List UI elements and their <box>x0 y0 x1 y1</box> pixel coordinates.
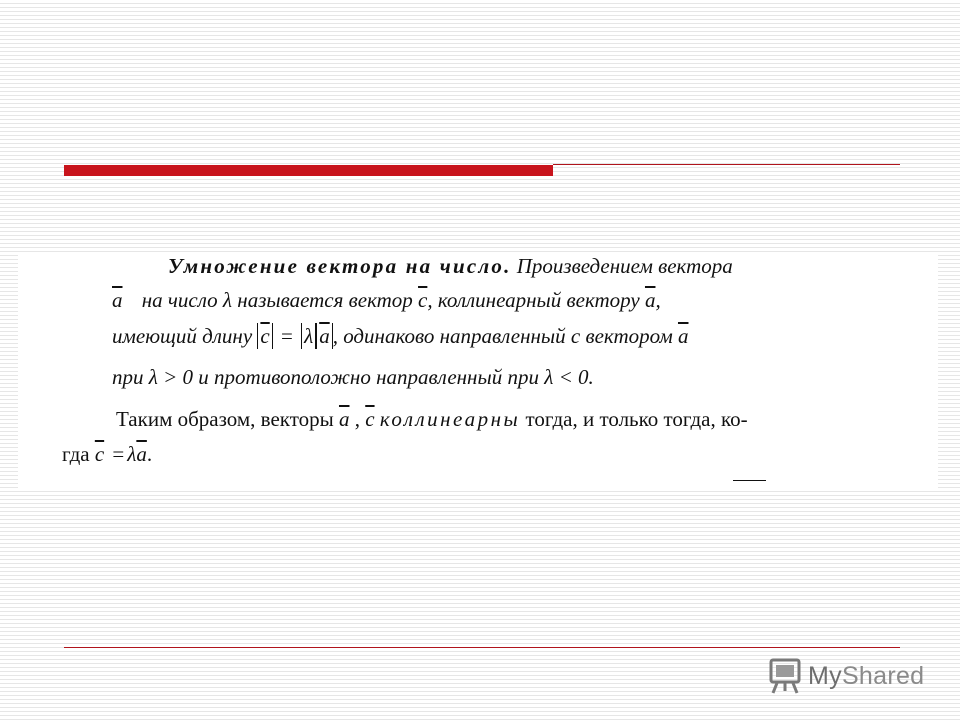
text-fragment: имеющий длину <box>112 324 253 348</box>
myshared-logo <box>768 656 924 696</box>
definition-line-4 <box>112 365 594 390</box>
definition-line-2 <box>112 288 661 313</box>
definition-text-panel <box>18 254 938 488</box>
title-rule-thick <box>64 165 553 176</box>
definition-line-1 <box>168 254 733 279</box>
vector-a: $\overline{a}$ <box>136 442 147 466</box>
lambda-symbol: λ <box>544 365 554 389</box>
definition-heading: Умножение вектора на число. <box>168 254 512 278</box>
text-fragment: , <box>655 288 661 312</box>
text-fragment: на число <box>141 288 218 312</box>
logo-wordmark <box>808 662 924 691</box>
vector-c: $\overline{c}$ <box>260 324 270 348</box>
vector-a: $\overline{a}$ <box>644 288 656 312</box>
abs-lambda <box>301 323 316 349</box>
lambda-symbol: λ <box>222 288 233 312</box>
logo-shared: Shared <box>841 661 925 690</box>
presentation-board-icon <box>768 657 802 695</box>
vector-c: $\overline{c}$ <box>365 407 375 431</box>
text-fragment: > 0 <box>163 365 194 389</box>
vector-a: $\overline{a}$ <box>338 407 350 431</box>
text-fragment: . <box>146 442 153 466</box>
vector-a: $\overline{a}$ <box>319 324 330 348</box>
text-fragment: при <box>112 365 144 389</box>
equals-sign: = <box>112 442 125 466</box>
definition-text: Произведением вектора <box>516 254 733 278</box>
abs-a <box>316 323 333 349</box>
lambda-symbol: λ <box>304 324 314 348</box>
abs-c <box>257 323 272 349</box>
vector-c: $\overline{c}$ <box>418 288 428 312</box>
text-fragment: , <box>354 407 360 431</box>
lambda-symbol: λ <box>148 365 158 389</box>
equals-sign: = <box>280 324 293 348</box>
text-fragment: < 0. <box>558 365 594 389</box>
title-rule-thin <box>553 164 900 165</box>
text-fragment: , коллинеарный вектору <box>427 288 640 312</box>
text-fragment: Таким образом, векторы <box>116 407 334 431</box>
vector-a: $\overline{a}$ <box>112 288 123 312</box>
lambda-symbol: λ <box>127 442 137 466</box>
conclusion-line-1 <box>116 407 748 432</box>
emphasized-word: коллинеарны <box>379 407 521 431</box>
text-fragment: называется вектор <box>237 288 413 312</box>
text-fragment: и противоположно направленный при <box>198 365 539 389</box>
logo-my: My <box>808 661 842 690</box>
conclusion-line-2 <box>62 442 152 467</box>
text-fragment: , одинаково направленный с вектором <box>332 324 673 348</box>
vector-c: $\overline{c}$ <box>94 442 105 466</box>
footer-rule <box>64 647 900 648</box>
text-fragment: тогда, и только тогда, ко- <box>525 407 748 431</box>
vector-a: $\overline{a}$ <box>677 324 689 348</box>
definition-line-3 <box>112 323 688 349</box>
stray-underline <box>733 480 766 481</box>
text-fragment: гда <box>62 442 90 466</box>
